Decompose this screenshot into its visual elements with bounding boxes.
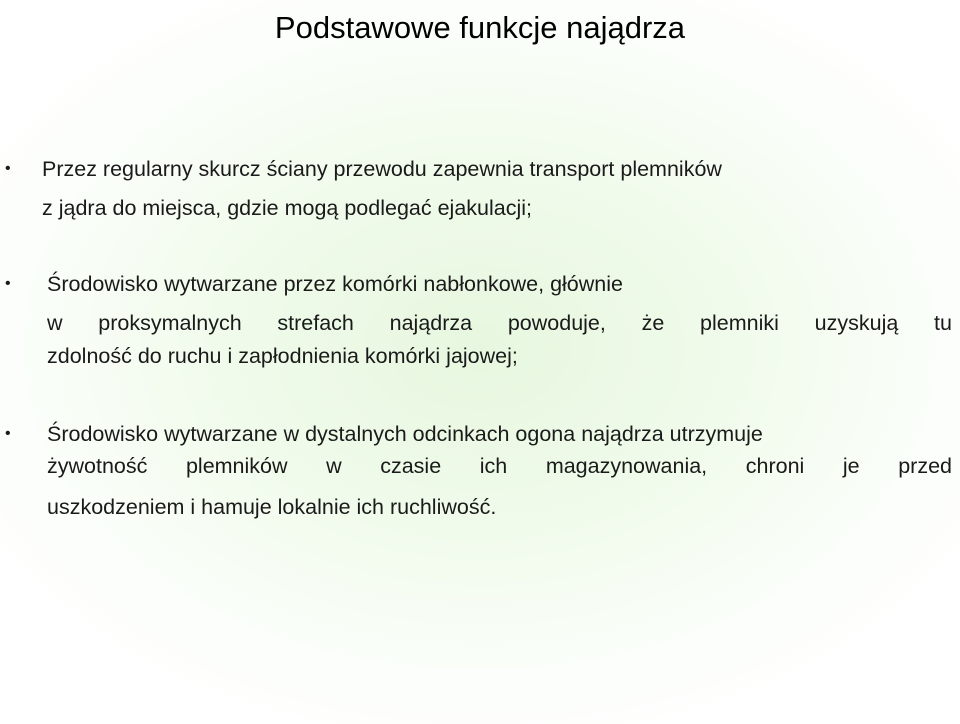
- bullet-line: z jądra do miejsca, gdzie mogą podlegać ejakulacji;: [42, 196, 532, 220]
- bullet-line: uszkodzeniem i hamuje lokalnie ich ruchliwość.: [47, 495, 497, 519]
- bullet-line: w proksymalnych strefach najądrza powoduje, że plemniki uzyskują tu: [47, 311, 952, 335]
- bullet-line: Środowisko wytwarzane w dystalnych odcinkach ogona najądrza utrzymuje: [47, 422, 763, 446]
- bullet-line: żywotność plemników w czasie ich magazynowania, chroni je przed: [47, 454, 952, 478]
- bullet-line: Środowisko wytwarzane przez komórki nabłonkowe, głównie: [47, 272, 623, 296]
- bullet-dot-icon: •: [5, 160, 11, 177]
- bullet-dot-icon: •: [5, 275, 11, 292]
- bullet-dot-icon: •: [5, 425, 11, 442]
- bullet-line: zdolność do ruchu i zapłodnienia komórki jajowej;: [47, 344, 518, 368]
- slide-title: Podstawowe funkcje najądrza: [274, 10, 686, 45]
- bullet-line: Przez regularny skurcz ściany przewodu zapewnia transport plemników: [42, 157, 722, 181]
